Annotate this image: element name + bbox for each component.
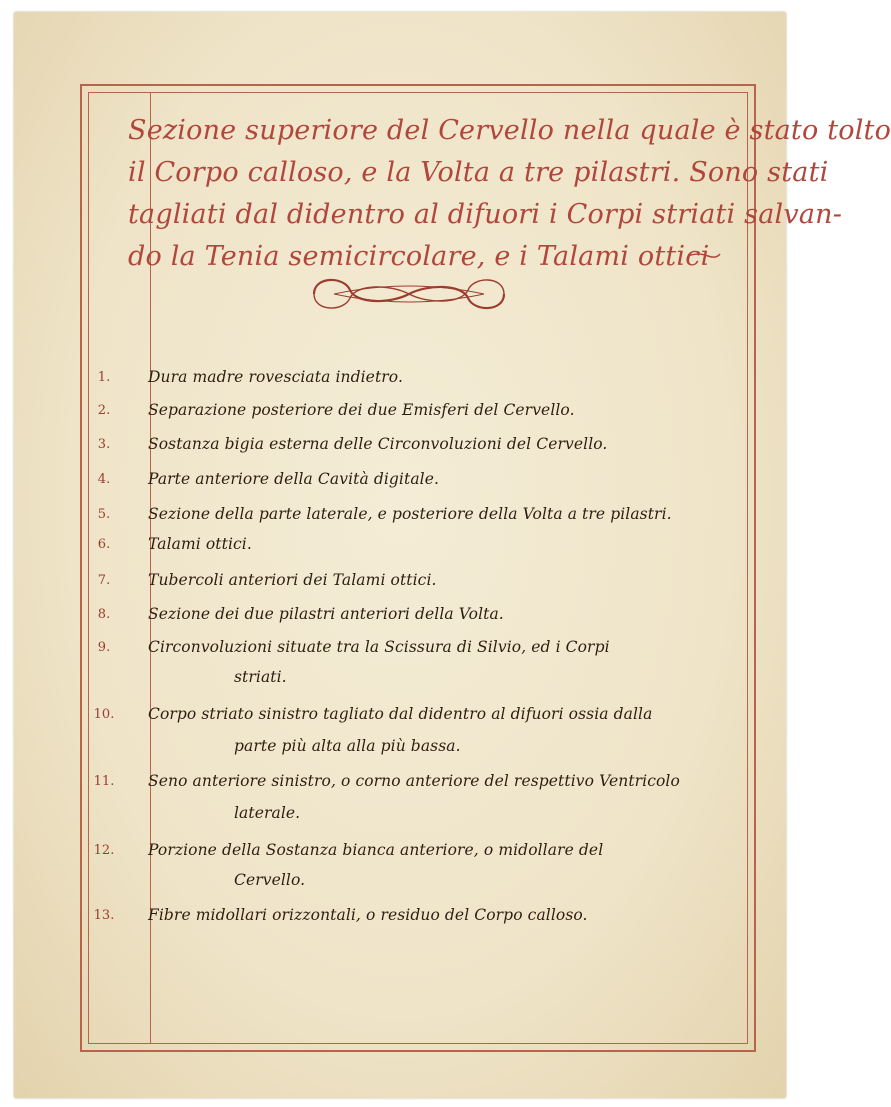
item-number: 5. (97, 507, 111, 522)
item-number: 10. (93, 707, 115, 722)
manuscript-page (14, 12, 891, 1098)
item-text: Sostanza bigia esterna delle Circonvoluzioni del Cervello. (148, 435, 608, 453)
title-line: tagliati dal didentro al difuori i Corpi striati salvan- (128, 199, 843, 230)
title-line: do la Tenia semicircolare, e i Talami ottici (128, 241, 710, 272)
item-text: Fibre midollari orizzontali, o residuo del Corpo calloso. (148, 906, 588, 924)
item-text: Talami ottici. (148, 535, 252, 553)
item-text: Porzione della Sostanza bianca anteriore, o midollare del (148, 841, 604, 859)
item-text: Tubercoli anteriori dei Talami ottici. (148, 571, 437, 589)
item-text: Seno anteriore sinistro, o corno anteriore del respettivo Ventricolo (148, 772, 680, 790)
item-text: Sezione dei due pilastri anteriori della Volta. (148, 605, 504, 623)
item-text-continuation: striati. (234, 668, 287, 686)
item-text-continuation: Cervello. (234, 871, 306, 889)
item-number: 1. (97, 370, 111, 385)
item-number: 8. (97, 607, 111, 622)
item-text-continuation: laterale. (234, 804, 301, 822)
item-number: 4. (97, 472, 111, 487)
item-number: 3. (97, 437, 111, 452)
title-line: Sezione superiore del Cervello nella quale è stato tolto (128, 115, 891, 146)
item-text: Dura madre rovesciata indietro. (148, 368, 403, 386)
item-number: 7. (97, 573, 111, 588)
item-number: 2. (97, 403, 111, 418)
page-title (128, 110, 891, 278)
item-text: Separazione posteriore dei due Emisferi del Cervello. (148, 401, 575, 419)
item-text: Corpo striato sinistro tagliato dal didentro al difuori ossia dalla (148, 705, 653, 723)
item-number: 13. (93, 908, 115, 923)
item-number: 6. (97, 537, 111, 552)
item-text-continuation: parte più alta alla più bassa. (234, 737, 461, 755)
calligraphic-ornament (304, 270, 514, 320)
title-line: il Corpo calloso, e la Volta a tre pilastri. Sono stati (128, 157, 829, 188)
item-number: 11. (93, 774, 115, 789)
title-end-flourish (686, 248, 726, 262)
item-text: Parte anteriore della Cavità digitale. (148, 470, 440, 488)
item-text: Sezione della parte laterale, e posteriore della Volta a tre pilastri. (148, 505, 672, 523)
item-number: 9. (97, 640, 111, 655)
item-number: 12. (93, 843, 115, 858)
item-text: Circonvoluzioni situate tra la Scissura di Silvio, ed i Corpi (148, 638, 610, 656)
